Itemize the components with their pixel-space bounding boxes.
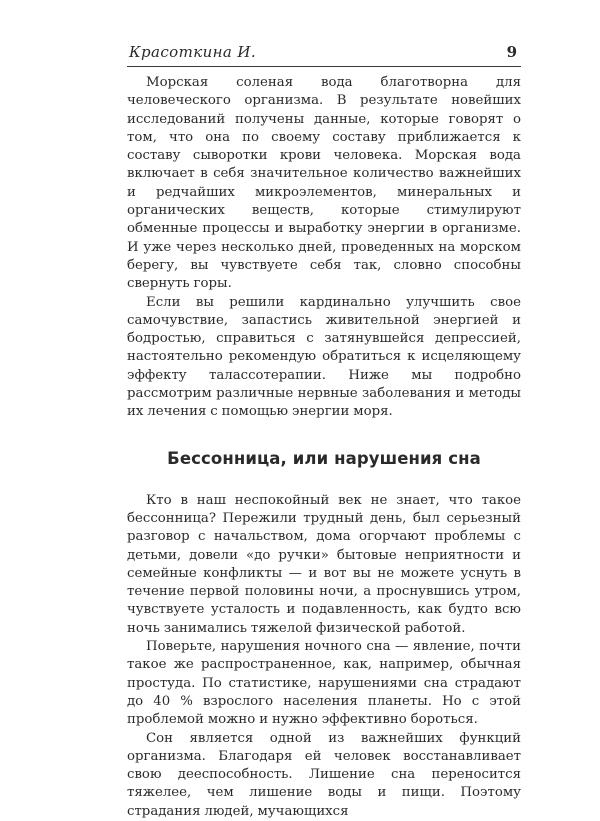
paragraph: Поверьте, нарушения ночного сна — явление, почти такое же распространенное, как, например, обычная простуда. По статистике, нарушениями сна страдают до 40 % взрослого населения планеты. Но с этой проблемой можно и нужно эффективно бороться. (127, 639, 521, 728)
paragraph: Морская соленая вода благотворна для человеческого организма. В результате новейших исследований получены данные, которые говорят о том, что она по своему составу приближается к составу сыворотки крови человека. Морская вода включает в себя значительное количество важнейших и редчайших микроэлементов, минеральных и органических веществ, которые стимулируют обменные процессы и выработку энергии в организме. И уже через несколько дней, проведенных на морском берегу, вы чувствуете себя так, словно способны свернуть горы. (127, 75, 521, 292)
running-header (127, 40, 521, 67)
author-name: Красоткина И. (129, 43, 257, 61)
paragraph: Кто в наш неспокойный век не знает, что такое бессонница? Пережили трудный день, был серьезный разговор с начальством, дома огорчают проблемы с детьми, довели «до ручки» бытовые неприятности и семейные конфликты — и вот вы не можете уснуть в течение первой половины ночи, а проснувшись утром, чувствуете усталость и подавленность, как будто всю ночь занимались тяжелой физической работой. (127, 492, 521, 636)
paragraph: Сон является одной из важнейших функций организма. Благодаря ей человек восстанавливает свою дееспособность. Лишение сна переносится тяжелее, чем лишение воды и пищи. Поэтому страдания людей, мучающихся (127, 730, 521, 819)
paragraph: Если вы решили кардинально улучшить свое самочувствие, запастись живительной энергией и бодростью, справиться с затянувшейся депрессией, настоятельно рекомендую обратиться к исцеляющему эффекту талассотерапии. Ниже мы подробно рассмотрим различные нервные заболевания и методы их лечения с помощью энергии моря. (127, 294, 521, 420)
page-number: 9 (506, 43, 517, 61)
page-body (127, 74, 521, 821)
section-heading: Бессонница, или нарушения сна (167, 448, 481, 468)
